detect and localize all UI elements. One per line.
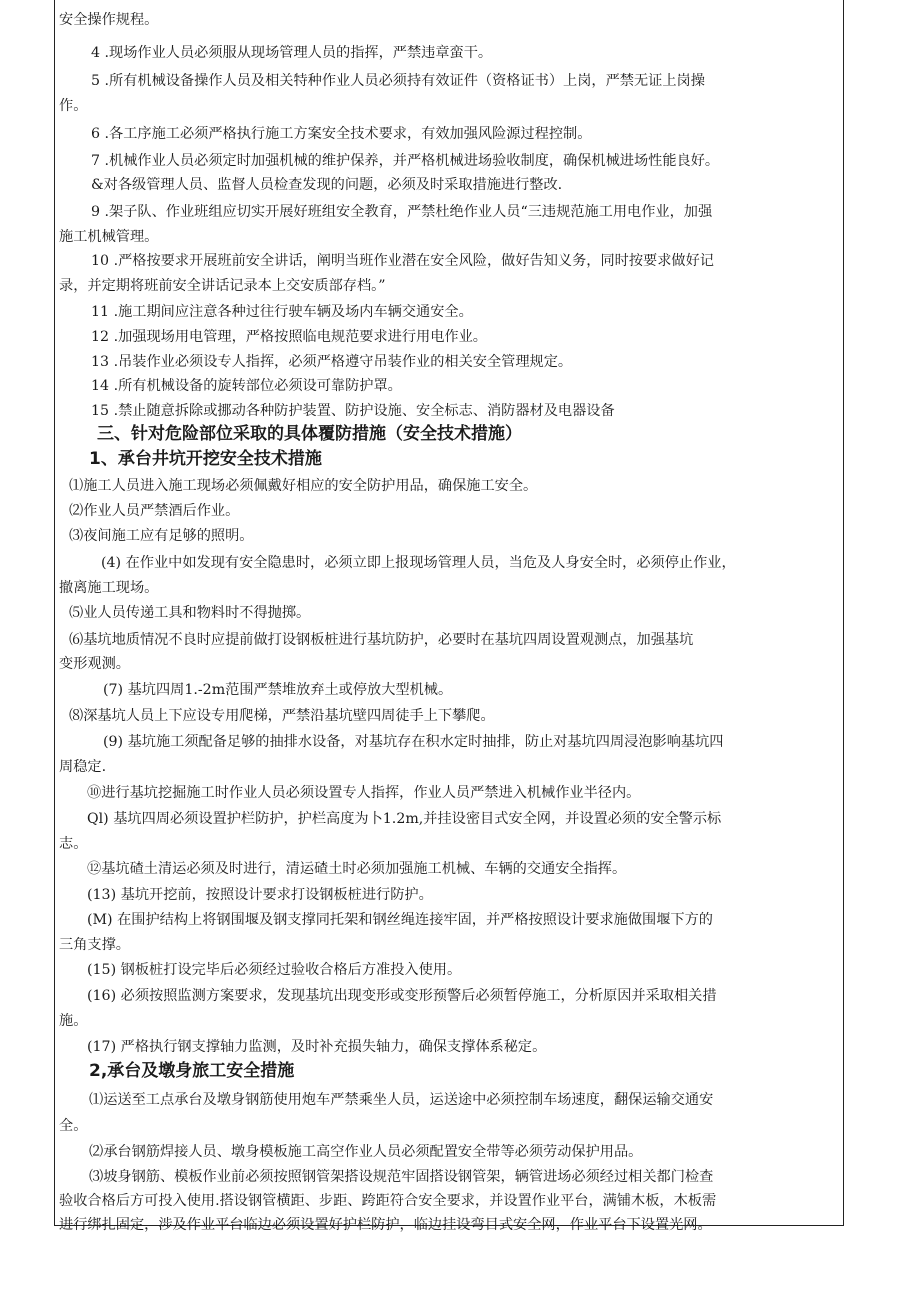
text-line: (13) 基坑开挖前，按照设计要求打设钢板桩进行防护。: [87, 887, 433, 903]
text-line: (15) 钢板桩打设完毕后必须经过验收合格后方准投入使用。: [87, 962, 462, 978]
text-line: 撤离施工现场。: [59, 580, 159, 596]
text-line: (M) 在围护结构上将钢围堰及钢支撑同托架和钢丝绳连接牢固，并严格按照设计要求施做围堰下方的: [87, 912, 713, 928]
text-line: 志。: [59, 836, 88, 852]
text-line: 录，并定期将班前安全讲话记录本上交安质部存档。”: [59, 278, 386, 294]
text-line: ⑩进行基坑挖掘施工时作业人员必须设置专人指挥，作业人员严禁进入机械作业半径内。: [87, 785, 641, 801]
text-line: 10 .严格按要求开展班前安全讲话，阐明当班作业潜在安全风险，做好告知义务，同时按要求做好记: [91, 253, 714, 269]
text-line: 15 .禁止随意拆除或挪动各种防护装置、防护设施、安全标志、消防器材及电器设备: [91, 403, 615, 419]
text-line: (9) 基坑施工须配备足够的抽排水设备，对基坑存在积水定时抽排，防止对基坑四周浸泡影响基坑四: [103, 734, 724, 750]
text-line: ⑶坡身钢筋、模板作业前必须按照钢管架搭设规范牢固搭设钢管架，辆管进场必须经过相关都门检查: [89, 1169, 714, 1185]
text-line: 11 .施工期间应注意各种过往行驶车辆及场内车辆交通安全。: [91, 304, 473, 320]
text-line: 14 .所有机械设备的旋转部位必须设可靠防护罩。: [91, 378, 402, 394]
subsection-heading: 1、承台井坑开挖安全技术措施: [89, 449, 322, 469]
text-line: 13 .吊装作业必须设专人指挥，必须严格遵守吊装作业的相关安全管理规定。: [91, 354, 573, 370]
text-line: 全。: [59, 1118, 88, 1134]
text-line: 4 .现场作业人员必须服从现场管理人员的指挥，严禁违章蛮干。: [91, 45, 493, 61]
text-line: ⑵作业人员严禁酒后作业。: [69, 503, 240, 519]
text-line: ⑻深基坑人员上下应设专用爬梯，严禁沿基坑壁四周徒手上下攀爬。: [69, 708, 495, 724]
text-line: 6 .各工序施工必须严格执行施工方案安全技术要求，有效加强风险源过程控制。: [91, 126, 592, 142]
text-line: 周稳定.: [59, 759, 107, 775]
text-line: ⑫基坑碴土清运必须及时进行，清运碴土时必须加强施工机械、车辆的交通安全指挥。: [87, 861, 627, 877]
text-line: 三角支撑。: [59, 937, 130, 953]
text-line: 5 .所有机械设备操作人员及相关特种作业人员必须持有效证件（资格证书）上岗，严禁无证上岗操: [91, 73, 705, 89]
text-line: 12 .加强现场用电管理，严格按照临电规范要求进行用电作业。: [91, 329, 487, 345]
text-line: 9 .架子队、作业班组应切实开展好班组安全教育，严禁杜绝作业人员“三违规范施工用电作业，加强: [91, 204, 713, 220]
text-line: 安全操作规程。: [59, 12, 159, 28]
text-line: ⑹基坑地质情况不良时应提前做打设钢板桩进行基坑防护，必要时在基坑四周设置观测点，加强基坑: [69, 632, 694, 648]
text-line: 进行绑扎固定，涉及作业平台临边必须设置好护栏防护，临边挂设弯目式安全网，作业平台下设置光网。: [59, 1217, 712, 1233]
text-line: 变形观测。: [59, 656, 130, 672]
text-line: 施工机械管理。: [59, 229, 159, 245]
text-line: Ql) 基坑四周必须设置护栏防护，护栏高度为卜1.2m,并挂设密目式安全网，并设置必须的安全警示标: [87, 811, 722, 827]
text-line: ⑵承台钢筋焊接人员、墩身模板施工高空作业人员必须配置安全带等必须劳动保护用品。: [89, 1144, 643, 1160]
text-line: (16) 必须按照监测方案要求，发现基坑出现变形或变形预警后必须暂停施工，分析原因并采取相关措: [87, 988, 717, 1004]
text-line: 验收合格后方可投入使用.搭设钢管横距、步距、跨距符合安全要求，并设置作业平台，满铺木板，木板需: [59, 1193, 717, 1209]
text-line: (7) 基坑四周1.-2m范围严禁堆放弃土或停放大型机械。: [103, 682, 453, 698]
text-line: ⑴施工人员进入施工现场必须佩戴好相应的安全防护用品，确保施工安全。: [69, 478, 538, 494]
text-line: ⑸业人员传递工具和物料时不得抛掷。: [69, 605, 311, 621]
section-heading: 三、针对危险部位采取的具体覆防措施（安全技术措施）: [97, 424, 522, 444]
text-line: ⑶夜间施工应有足够的照明。: [69, 528, 254, 544]
text-line: ⑴运送至工点承台及墩身钢筋使用炮车严禁乘坐人员，运送途中必须控制车场速度，翻保运输交通安: [89, 1092, 714, 1108]
text-line: 7 .机械作业人员必须定时加强机械的维护保养，并严格机械进场验收制度，确保机械进场性能良好。: [91, 153, 720, 169]
text-line: 作。: [59, 98, 88, 114]
text-line: (17) 严格执行钢支撑轴力监测，及时补充损失轴力，确保支撑体系秘定。: [87, 1039, 547, 1055]
text-line: &对各级管理人员、监督人员检查发现的问题，必须及时采取措施进行整改.: [91, 177, 563, 193]
text-line: 施。: [59, 1013, 88, 1029]
subsection-heading: 2,承台及墩身旅工安全措施: [89, 1061, 295, 1081]
text-line: (4) 在作业中如发现有安全隐患时，必须立即上报现场管理人员，当危及人身安全时，必须停止作业，: [101, 555, 736, 571]
